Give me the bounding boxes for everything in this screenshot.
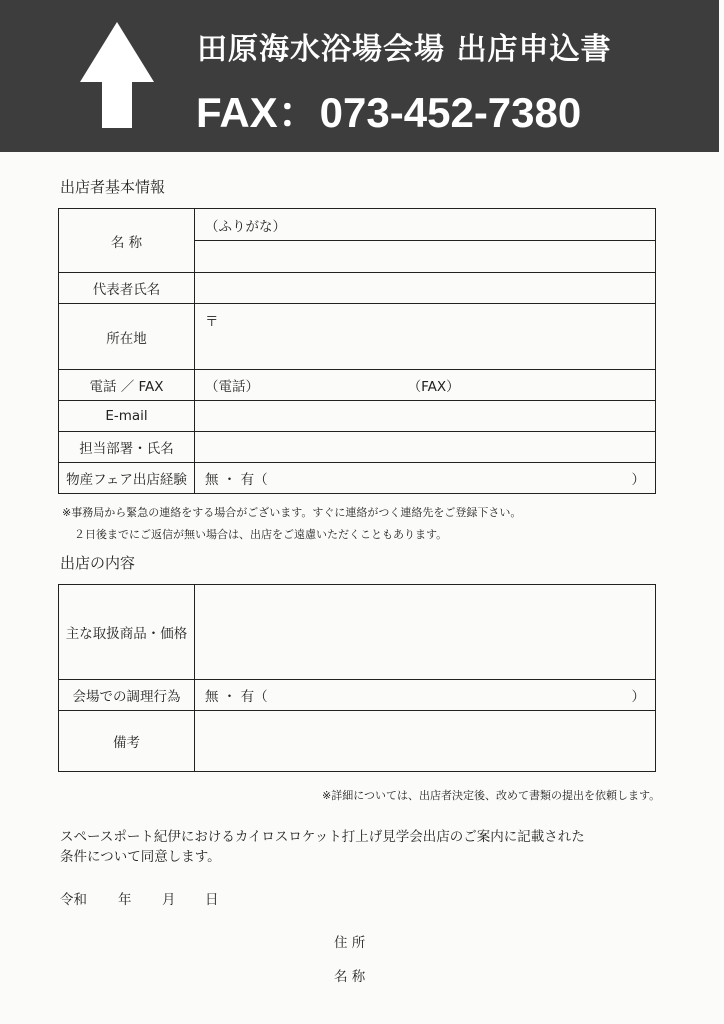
phone-fax-field[interactable] [195, 370, 656, 401]
department-label: 担当部署・氏名 [59, 432, 195, 463]
phone-fax-label: 電話 ／ FAX [59, 370, 195, 401]
date-day: 日 [205, 892, 219, 908]
form-title: 田原海水浴場会場 出店申込書 [197, 32, 612, 67]
name-field[interactable] [195, 241, 656, 273]
date-year: 年 [118, 892, 132, 908]
representative-label: 代表者氏名 [59, 273, 195, 304]
fax-number: FAX：073-452-7380 [196, 89, 582, 136]
address-label: 所在地 [59, 304, 195, 370]
note-reply: ２日後までにご返信が無い場合は、出店をご遠慮いただくこともあります。 [74, 528, 448, 541]
agreement-line-1: スペースポート紀伊におけるカイロスロケット打上げ見学会出店のご案内に記載された [60, 829, 585, 845]
experience-close-paren: ） [631, 472, 645, 488]
address-field[interactable] [195, 304, 656, 370]
fax-prefix: （FAX） [407, 379, 460, 395]
goods-label: 主な取扱商品・価格 [59, 585, 195, 680]
experience-field[interactable] [195, 463, 656, 494]
signature-name-label: 名 称 [334, 969, 366, 985]
furigana-hint: （ふりがな） [205, 218, 286, 235]
cooking-label: 会場での調理行為 [59, 680, 195, 711]
goods-field[interactable] [195, 585, 656, 680]
date-era: 令和 [60, 892, 87, 908]
section-heading-basic-info: 出店者基本情報 [60, 178, 166, 196]
department-field[interactable] [195, 432, 656, 463]
phone-prefix: （電話） [205, 379, 259, 395]
agreement-line-2: 条件について同意します。 [60, 849, 221, 865]
cooking-close-paren: ） [631, 689, 645, 705]
signature-address-label: 住 所 [334, 935, 366, 951]
note-contact: ※事務局から緊急の連絡をする場合がございます。すぐに連絡がつく連絡先をご登録下さい。 [62, 506, 522, 519]
header-banner [0, 0, 719, 152]
postal-mark: 〒 [205, 314, 219, 330]
section-heading-content: 出店の内容 [60, 554, 136, 572]
email-label: E-mail [59, 401, 195, 432]
content-table [58, 584, 656, 772]
cooking-options: 無 ・ 有（ [205, 689, 268, 705]
experience-options: 無 ・ 有（ [205, 472, 268, 488]
basic-info-table [58, 208, 656, 494]
remarks-label: 備考 [59, 711, 195, 772]
cooking-field[interactable] [195, 680, 656, 711]
email-field[interactable] [195, 401, 656, 432]
date-month: 月 [162, 892, 176, 908]
name-label: 名 称 [59, 209, 195, 273]
representative-field[interactable] [195, 273, 656, 304]
arrow-up-icon [80, 22, 154, 128]
furigana-field[interactable] [195, 209, 656, 241]
detail-note: ※詳細については、出店者決定後、改めて書類の提出を依頼します。 [322, 789, 661, 802]
experience-label: 物産フェア出店経験 [59, 463, 195, 494]
remarks-field[interactable] [195, 711, 656, 772]
